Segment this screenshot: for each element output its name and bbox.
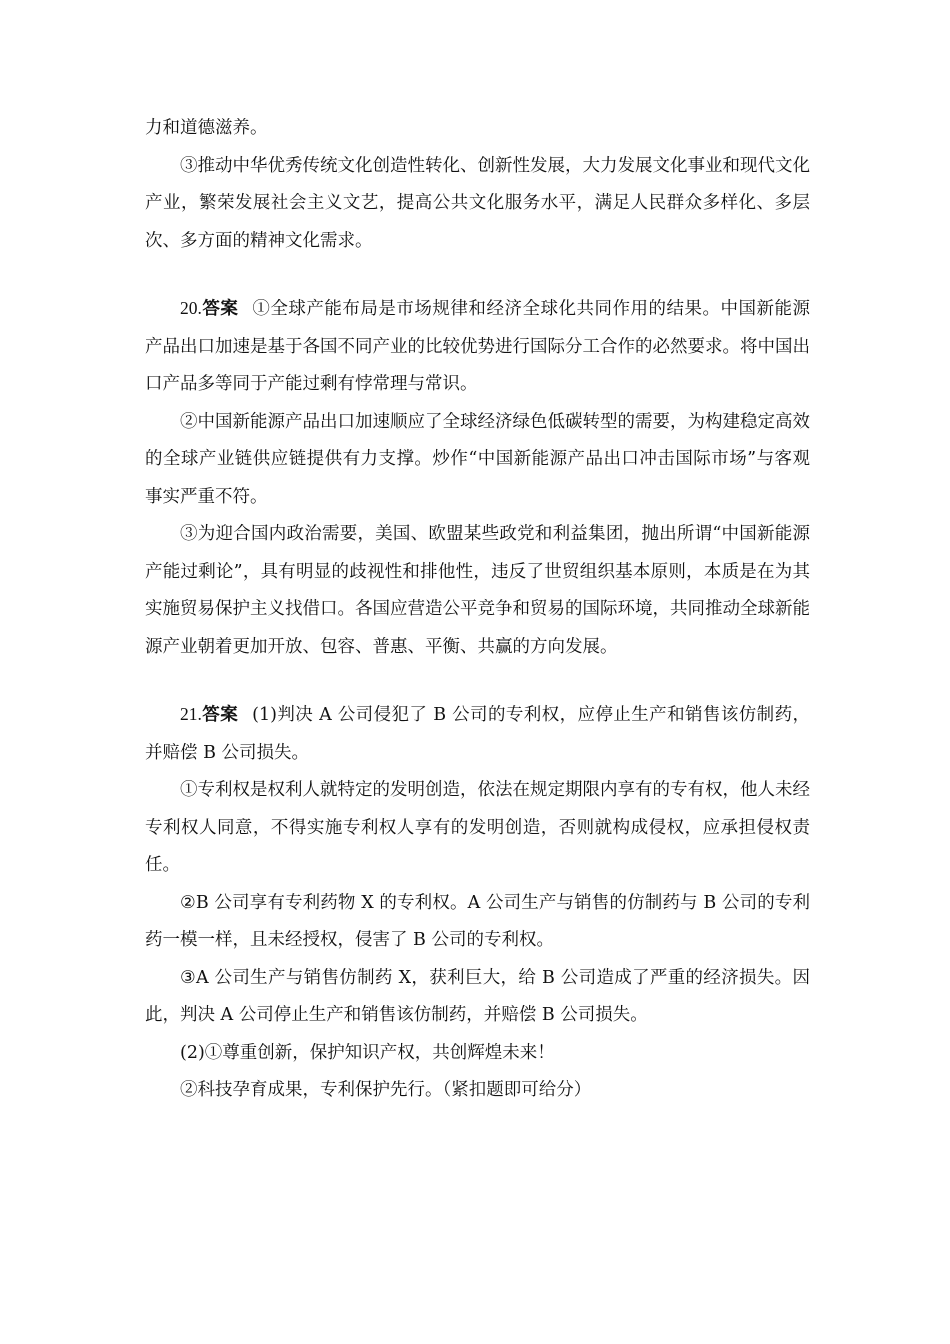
section-gap xyxy=(145,260,810,290)
q20-answer-point-1 xyxy=(145,290,810,404)
q21-point-1: ①专利权是权利人就特定的发明创造，依法在规定期限内享有的专有权，他人未经专利权人同意，不得实施专利权人享有的发明创造，否则就构成侵权，应承担侵权责任。 xyxy=(145,780,810,875)
q21-point-3: ③A 公司生产与销售仿制药 X，获利巨大，给 B 公司造成了严重的经济损失。因此，判决 A 公司停止生产和销售该仿制药，并赔偿 B 公司损失。 xyxy=(145,967,810,1025)
q21-part-1-text: (1)判决 A 公司侵犯了 B 公司的专利权，应停止生产和销售该仿制药，并赔偿 B 公司损失。 xyxy=(145,705,810,763)
q21-part-2-slogan-1: (2)①尊重创新，保护知识产权，共创辉煌未来！ xyxy=(180,1042,555,1063)
q20-answer-label: 答案 xyxy=(201,299,239,319)
q19-point-3: ③推动中华优秀传统文化创造性转化、创新性发展，大力发展文化事业和现代文化产业，繁荣发展社会主义文艺，提高公共文化服务水平，满足人民群众多样化、多层次、多方面的精神文化需求。 xyxy=(145,155,810,251)
document-page xyxy=(145,110,810,1110)
q21-point-2: ②B 公司享有专利药物 X 的专利权。A 公司生产与销售的仿制药与 B 公司的专利药一模一样，且未经授权，侵害了 B 公司的专利权。 xyxy=(145,892,810,950)
q21-answer-label: 答案 xyxy=(201,705,239,725)
q21-number: 21. xyxy=(180,704,202,724)
q19-paragraph-continued: 力和道德滋养。 xyxy=(145,118,268,138)
q21-answer-part-1 xyxy=(145,696,810,772)
q20-point-2: ②中国新能源产品出口加速顺应了全球经济绿色低碳转型的需要，为构建稳定高效的全球产业链供应链提供有力支撑。炒作“中国新能源产品出口冲击国际市场”与客观事实严重不符。 xyxy=(145,411,810,507)
q20-point-1-text: ①全球产能布局是市场规律和经济全球化共同作用的结果。中国新能源产品出口加速是基于各国不同产业的比较优势进行国际分工合作的必然要求。将中国出口产品多等同于产能过剩有悖常理与常识。 xyxy=(145,299,811,394)
q21-part-2-slogan-2: ②科技孕育成果，专利保护先行。（紧扣题即可给分） xyxy=(180,1080,592,1100)
section-gap xyxy=(145,666,810,696)
q20-number: 20. xyxy=(180,298,202,318)
q20-point-3: ③为迎合国内政治需要，美国、欧盟某些政党和利益集团，抛出所谓“中国新能源产能过剩论”，具有明显的歧视性和排他性，违反了世贸组织基本原则，本质是在为其实施贸易保护主义找借口。各国应营造公平竞争和贸易的国际环境，共同推动全球新能源产业朝着更加开放、包容、普惠、平衡、共赢的方向发展。 xyxy=(145,524,810,657)
